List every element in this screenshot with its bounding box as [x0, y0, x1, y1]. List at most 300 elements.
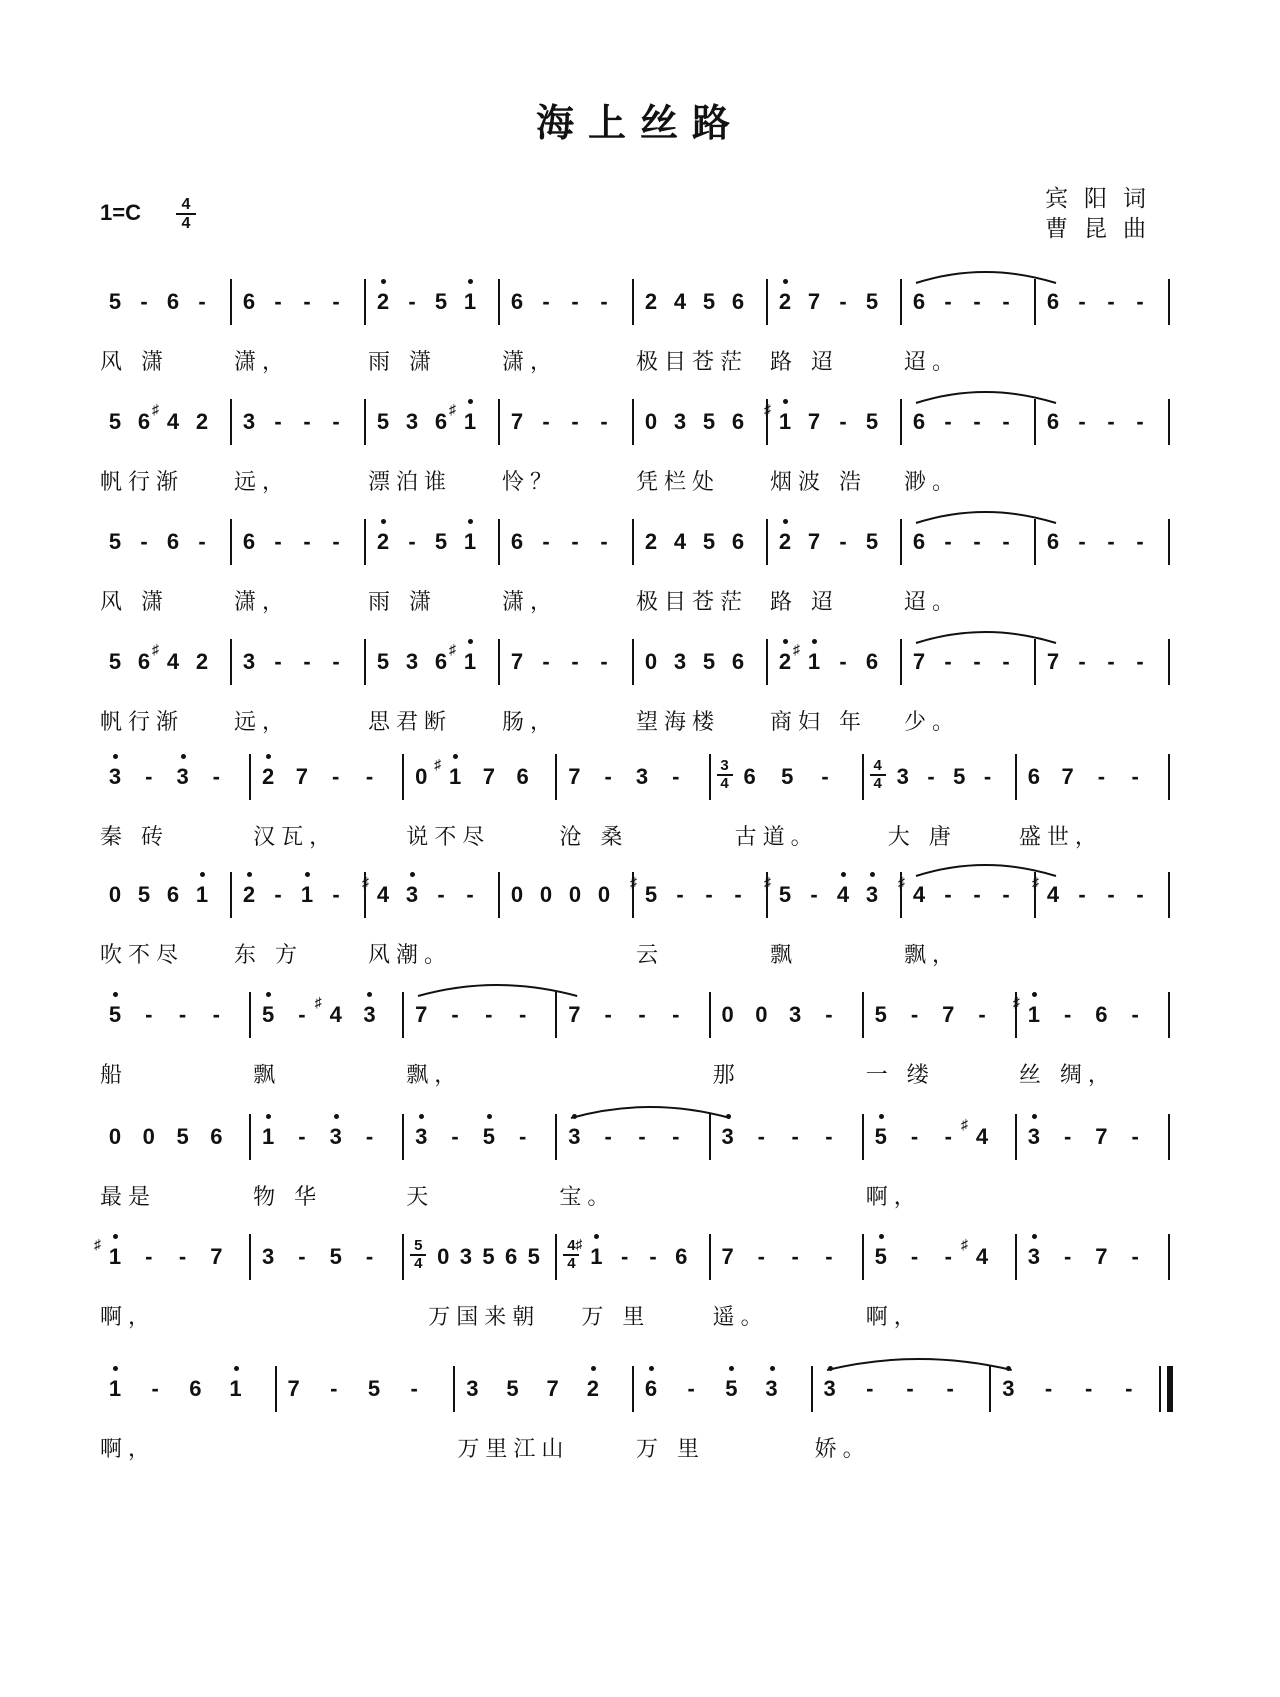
- lyric-text: 风 潇: [100, 350, 169, 375]
- note: 6: [731, 649, 745, 674]
- note: 3: [999, 1376, 1017, 1402]
- measure: [232, 265, 366, 385]
- duration-dash: -: [408, 529, 416, 554]
- lyric-text: 船: [100, 1063, 129, 1088]
- duration-dash: -: [825, 1244, 833, 1269]
- measure: [768, 265, 902, 385]
- score-system: [98, 858, 1170, 978]
- time-signature-numerator: 3: [720, 757, 729, 774]
- note: 7: [568, 1002, 581, 1027]
- octave-dot: [594, 1234, 599, 1239]
- note: 3: [327, 1124, 345, 1150]
- octave-dot: [367, 992, 372, 997]
- barline: [1168, 1234, 1170, 1280]
- note: 7: [568, 764, 581, 789]
- duration-dash: -: [944, 409, 952, 434]
- lyric-text: 娇。: [814, 1437, 871, 1462]
- time-signature-numerator: 4: [873, 757, 882, 774]
- duration-dash: -: [1078, 882, 1086, 907]
- note: 6: [675, 1244, 688, 1269]
- octave-dot: [770, 1366, 775, 1371]
- measure: [864, 1100, 1017, 1220]
- lyric-text: 秦 砖: [100, 825, 169, 850]
- octave-dot: [266, 992, 271, 997]
- duration-dash: -: [1131, 1002, 1139, 1027]
- note: 6: [743, 764, 756, 789]
- measure: [630, 858, 768, 978]
- measure: [232, 858, 366, 978]
- note: 4: [834, 882, 852, 908]
- octave-dot: [487, 1114, 492, 1119]
- note: 5: [108, 649, 122, 674]
- octave-dot: [812, 639, 817, 644]
- note: 0: [755, 1002, 768, 1027]
- duration-dash: -: [542, 409, 550, 434]
- sharp-sign: ♯: [793, 641, 800, 657]
- note: 6: [912, 529, 926, 554]
- note: 1 ♯: [764, 401, 792, 434]
- measure: [557, 1220, 710, 1340]
- duration-dash: -: [1136, 529, 1144, 554]
- measure: [1017, 740, 1170, 860]
- note: 6: [912, 289, 926, 314]
- lyric-text: 一 缕: [865, 1063, 935, 1088]
- duration-dash: -: [212, 764, 220, 789]
- measure: [251, 740, 404, 860]
- duration-dash: -: [274, 289, 282, 314]
- octave-dot: [1032, 992, 1037, 997]
- duration-dash: -: [978, 1002, 986, 1027]
- measure: [404, 1220, 557, 1340]
- duration-dash: -: [330, 1376, 338, 1401]
- duration-dash: -: [542, 529, 550, 554]
- lyric-text: 少。: [904, 710, 961, 735]
- duration-dash: -: [1097, 764, 1106, 789]
- note: 5: [367, 1376, 381, 1401]
- note: 1 ♯: [793, 641, 821, 674]
- time-signature-denominator: 4: [870, 774, 886, 792]
- note: 5: [865, 409, 879, 434]
- duration-dash: -: [1136, 289, 1144, 314]
- duration-dash: -: [705, 882, 713, 907]
- note: 6: [865, 649, 879, 674]
- note: 5: [137, 882, 151, 907]
- time-signature-change: [717, 758, 733, 792]
- lyric-text: 啊，: [100, 1437, 157, 1462]
- measure: [232, 625, 366, 745]
- duration-dash: -: [638, 1002, 646, 1027]
- note: 2: [776, 289, 794, 315]
- duration-dash: -: [332, 529, 340, 554]
- octave-dot: [870, 872, 875, 877]
- duration-dash: -: [198, 289, 206, 314]
- note: 7: [546, 1376, 559, 1401]
- barline: [1168, 1114, 1170, 1160]
- note: 5: [872, 1244, 890, 1270]
- tie-slur: [569, 1100, 740, 1120]
- duration-dash: -: [866, 1376, 874, 1401]
- lyric-text: 飘: [770, 943, 799, 968]
- duration-dash: -: [944, 1124, 952, 1149]
- measure: [711, 1220, 864, 1340]
- lyric-text: 雨 潇: [368, 350, 437, 375]
- note: 6: [642, 1376, 660, 1402]
- lyric-text: 万 里: [636, 1437, 705, 1462]
- duration-dash: -: [332, 409, 340, 434]
- duration-dash: -: [571, 289, 579, 314]
- barline: [1168, 399, 1170, 445]
- note: 5: [329, 1244, 342, 1269]
- measure: [98, 265, 232, 385]
- final-barline-thin: [1159, 1366, 1161, 1412]
- duration-dash: -: [910, 1002, 919, 1027]
- duration-dash: -: [1002, 289, 1010, 314]
- note: 4 ♯: [961, 1116, 989, 1149]
- note: 7: [287, 1376, 300, 1401]
- note: 3: [1025, 1244, 1043, 1270]
- duration-dash: -: [973, 529, 981, 554]
- octave-dot: [381, 519, 386, 524]
- note: 5: [527, 1244, 540, 1269]
- duration-dash: -: [1002, 649, 1010, 674]
- duration-dash: -: [672, 764, 680, 789]
- duration-dash: -: [178, 1002, 187, 1027]
- note: 3: [789, 1002, 802, 1027]
- note: 2: [374, 289, 392, 315]
- lyric-text: 望海楼: [636, 710, 721, 735]
- note: 3: [242, 649, 256, 674]
- duration-dash: -: [332, 289, 340, 314]
- tie-slur: [416, 978, 587, 998]
- note: 2: [776, 529, 794, 555]
- score-title: 海上丝路: [535, 103, 744, 145]
- duration-dash: -: [821, 764, 829, 789]
- score-system: [98, 1100, 1170, 1220]
- measure: [768, 625, 902, 745]
- note: 5: [953, 764, 966, 789]
- score-system: [98, 265, 1170, 385]
- tie-slur: [914, 625, 1066, 645]
- note: 3: [565, 1124, 583, 1150]
- duration-dash: -: [600, 409, 608, 434]
- measure: [404, 740, 557, 860]
- note: 7: [1061, 764, 1074, 789]
- lyric-text: 那: [712, 1063, 741, 1088]
- sharp-sign: ♯: [764, 874, 771, 890]
- note: 6: [189, 1376, 202, 1401]
- duration-dash: -: [1136, 882, 1144, 907]
- lyric-text: 遥。: [712, 1305, 769, 1330]
- note: 3: [1025, 1124, 1043, 1150]
- duration-dash: -: [332, 764, 340, 789]
- lyric-text: 肠，: [502, 710, 559, 735]
- lyric-text: 极目苍茫: [636, 350, 749, 375]
- note: 1 ♯: [449, 641, 477, 674]
- note: 1 ♯: [1012, 994, 1040, 1027]
- duration-dash: -: [145, 1002, 153, 1027]
- note: 5: [108, 409, 122, 434]
- duration-dash: -: [1136, 409, 1144, 434]
- measure: [1017, 1100, 1170, 1220]
- note: 5: [434, 529, 448, 554]
- octave-dot: [334, 1114, 339, 1119]
- duration-dash: -: [1136, 649, 1144, 674]
- octave-dot: [783, 639, 788, 644]
- note: 6: [242, 289, 256, 314]
- final-barline: [1167, 1366, 1173, 1412]
- time-signature-numerator: 4: [567, 1237, 576, 1254]
- note: 1 ♯: [94, 1236, 122, 1269]
- note: 7: [1095, 1244, 1108, 1269]
- sharp-sign: ♯: [961, 1236, 969, 1252]
- note: 3: [403, 882, 421, 908]
- lyric-text: 帆行渐: [100, 470, 185, 495]
- barline: [1168, 872, 1170, 918]
- duration-dash: -: [332, 649, 340, 674]
- note: 6: [434, 409, 448, 434]
- note: 6: [510, 529, 524, 554]
- note: 5: [702, 529, 716, 554]
- note: 7: [482, 764, 495, 789]
- sharp-sign: ♯: [1012, 994, 1020, 1010]
- time-signature-numerator: 4: [181, 196, 191, 213]
- score-system: [98, 1352, 1170, 1472]
- duration-dash: -: [451, 1002, 459, 1027]
- octave-dot: [879, 1114, 884, 1119]
- duration-dash: -: [274, 409, 282, 434]
- note: 3: [262, 1244, 275, 1269]
- duration-dash: -: [298, 1244, 306, 1269]
- measure: [94, 1220, 251, 1340]
- measure: [366, 625, 500, 745]
- duration-dash: -: [365, 764, 374, 789]
- lyric-text: 商妇 年: [770, 710, 867, 735]
- note: 3: [466, 1376, 479, 1401]
- duration-dash: -: [946, 1376, 954, 1401]
- note: 2: [259, 764, 277, 790]
- measure: [98, 505, 232, 625]
- measure: [864, 1220, 1017, 1340]
- note: 3: [635, 764, 649, 789]
- measure: [634, 265, 768, 385]
- tie-slur: [914, 505, 1066, 525]
- octave-dot: [649, 1366, 654, 1371]
- note: 7: [942, 1002, 955, 1027]
- octave-dot: [1032, 1114, 1037, 1119]
- duration-dash: -: [621, 1244, 629, 1269]
- lyric-text: 飘: [253, 1063, 282, 1088]
- octave-dot: [266, 1114, 271, 1119]
- lyric-text: 东 方: [234, 943, 303, 968]
- note: 1: [461, 289, 479, 315]
- note: 2: [195, 409, 209, 434]
- measure: [455, 1352, 634, 1472]
- octave-dot: [419, 1114, 424, 1119]
- measure: [98, 978, 251, 1098]
- sharp-sign: ♯: [362, 874, 369, 890]
- duration-dash: -: [757, 1124, 765, 1149]
- duration-dash: -: [973, 882, 981, 907]
- note: 2: [584, 1376, 602, 1402]
- lyric-text: 大 唐: [887, 825, 957, 850]
- duration-dash: -: [839, 409, 847, 434]
- measure: [251, 1220, 404, 1340]
- sharp-sign: ♯: [1032, 874, 1039, 890]
- note: 7: [415, 1002, 428, 1027]
- note: 4: [673, 289, 687, 314]
- duration-dash: -: [1131, 764, 1139, 789]
- measure: [366, 505, 500, 625]
- note: 3: [174, 764, 192, 790]
- lyric-text: 迢。: [904, 590, 961, 615]
- sharp-sign: ♯: [630, 874, 637, 890]
- note: 5: [434, 289, 448, 314]
- duration-dash: -: [1078, 409, 1086, 434]
- time-signature-numerator: 5: [414, 1237, 423, 1254]
- duration-dash: -: [1002, 529, 1010, 554]
- duration-dash: -: [151, 1376, 159, 1401]
- note: 5: [865, 529, 879, 554]
- note: 7: [510, 409, 524, 434]
- sharp-sign: ♯: [314, 994, 322, 1010]
- octave-dot: [468, 399, 473, 404]
- duration-dash: -: [825, 1124, 833, 1149]
- note: 0: [415, 764, 428, 789]
- score-system: [98, 385, 1170, 505]
- note: 7: [1046, 649, 1060, 674]
- duration-dash: -: [1131, 1244, 1139, 1269]
- measure: [277, 1352, 456, 1472]
- duration-dash: -: [944, 1244, 952, 1269]
- note: 1 ♯: [434, 756, 462, 789]
- note: 5: [106, 1002, 124, 1028]
- lyric-text: 风潮。: [368, 943, 453, 968]
- duration-dash: -: [303, 649, 311, 674]
- lyric-text: 雨 潇: [368, 590, 437, 615]
- octave-dot: [591, 1366, 596, 1371]
- measure: [500, 265, 634, 385]
- duration-dash: -: [466, 882, 474, 907]
- octave-dot: [468, 639, 473, 644]
- time-signature-denominator: 4: [410, 1254, 426, 1272]
- note: 2: [195, 649, 209, 674]
- duration-dash: -: [1084, 1376, 1093, 1401]
- lyric-text: 沧 桑: [559, 825, 629, 850]
- duration-dash: -: [298, 1124, 306, 1149]
- note: 1 ♯: [449, 401, 477, 434]
- note: 5: [506, 1376, 519, 1401]
- note: 3: [719, 1124, 737, 1150]
- duration-dash: -: [1078, 649, 1086, 674]
- duration-dash: -: [198, 529, 206, 554]
- note: 0: [644, 649, 658, 674]
- note: 6: [434, 649, 448, 674]
- note: 1: [106, 1376, 124, 1402]
- measure: [500, 625, 634, 745]
- lyric-text: 凭栏处: [636, 470, 721, 495]
- lyric-text: 远，: [234, 710, 291, 735]
- note: 6: [166, 289, 180, 314]
- measure: [1017, 1220, 1170, 1340]
- duration-dash: -: [410, 1376, 418, 1401]
- duration-dash: -: [542, 649, 550, 674]
- measure: [500, 385, 634, 505]
- duration-dash: -: [365, 1124, 374, 1149]
- duration-dash: -: [927, 764, 935, 789]
- lyric-text: 烟波 浩: [770, 470, 867, 495]
- duration-dash: -: [437, 882, 445, 907]
- lyric-text: 啊，: [100, 1305, 157, 1330]
- measure: [98, 1352, 277, 1472]
- note: 6: [1027, 764, 1040, 789]
- lyric-text: 最是: [100, 1185, 157, 1210]
- note: 1 ♯: [575, 1236, 603, 1269]
- sharp-sign: ♯: [575, 1236, 583, 1252]
- lyric-text: 古道。: [734, 825, 819, 850]
- note: 7: [807, 409, 821, 434]
- duration-dash: -: [518, 1124, 527, 1149]
- octave-dot: [841, 872, 846, 877]
- note: 5: [376, 409, 390, 434]
- note: 5: [480, 1124, 498, 1150]
- duration-dash: -: [1107, 529, 1115, 554]
- barline: [1168, 519, 1170, 565]
- lyric-text: 漂泊谁: [368, 470, 453, 495]
- duration-dash: -: [1063, 1124, 1072, 1149]
- note: 5: [702, 409, 716, 434]
- octave-dot: [247, 872, 252, 877]
- duration-dash: -: [1107, 882, 1115, 907]
- note: 0: [142, 1124, 155, 1149]
- duration-dash: -: [973, 409, 981, 434]
- tie-slur: [914, 858, 1066, 878]
- note: 7: [510, 649, 524, 674]
- measure: [232, 385, 366, 505]
- note: 5: [865, 289, 879, 314]
- octave-dot: [181, 754, 186, 759]
- duration-dash: -: [600, 649, 608, 674]
- duration-dash: -: [212, 1002, 220, 1027]
- duration-dash: -: [839, 529, 847, 554]
- measure: [500, 505, 634, 625]
- measure: [251, 978, 404, 1098]
- lyric-text: 汉瓦，: [253, 825, 338, 850]
- score-system: [98, 625, 1170, 745]
- measure: [500, 858, 634, 978]
- sharp-sign: ♯: [152, 641, 159, 657]
- octave-dot: [1032, 1234, 1037, 1239]
- lyric-text: 万里江山: [457, 1437, 570, 1462]
- octave-dot: [113, 1234, 118, 1239]
- note: 3: [405, 649, 419, 674]
- measure: [98, 385, 232, 505]
- note: 0: [108, 882, 122, 907]
- time-signature-denominator: 4: [563, 1254, 579, 1272]
- note: 6: [166, 529, 180, 554]
- measure: [557, 740, 710, 860]
- note: 4 ♯: [152, 641, 180, 674]
- sharp-sign: ♯: [961, 1116, 969, 1132]
- sharp-sign: ♯: [434, 756, 442, 772]
- time-signature: [176, 196, 196, 232]
- duration-dash: -: [451, 1124, 459, 1149]
- key-signature: 1=C: [100, 200, 141, 225]
- duration-dash: -: [810, 882, 818, 907]
- duration-dash: -: [1063, 1002, 1072, 1027]
- lyric-text: 说不尽: [406, 825, 491, 850]
- measure: [251, 1100, 404, 1220]
- duration-dash: -: [298, 1002, 306, 1027]
